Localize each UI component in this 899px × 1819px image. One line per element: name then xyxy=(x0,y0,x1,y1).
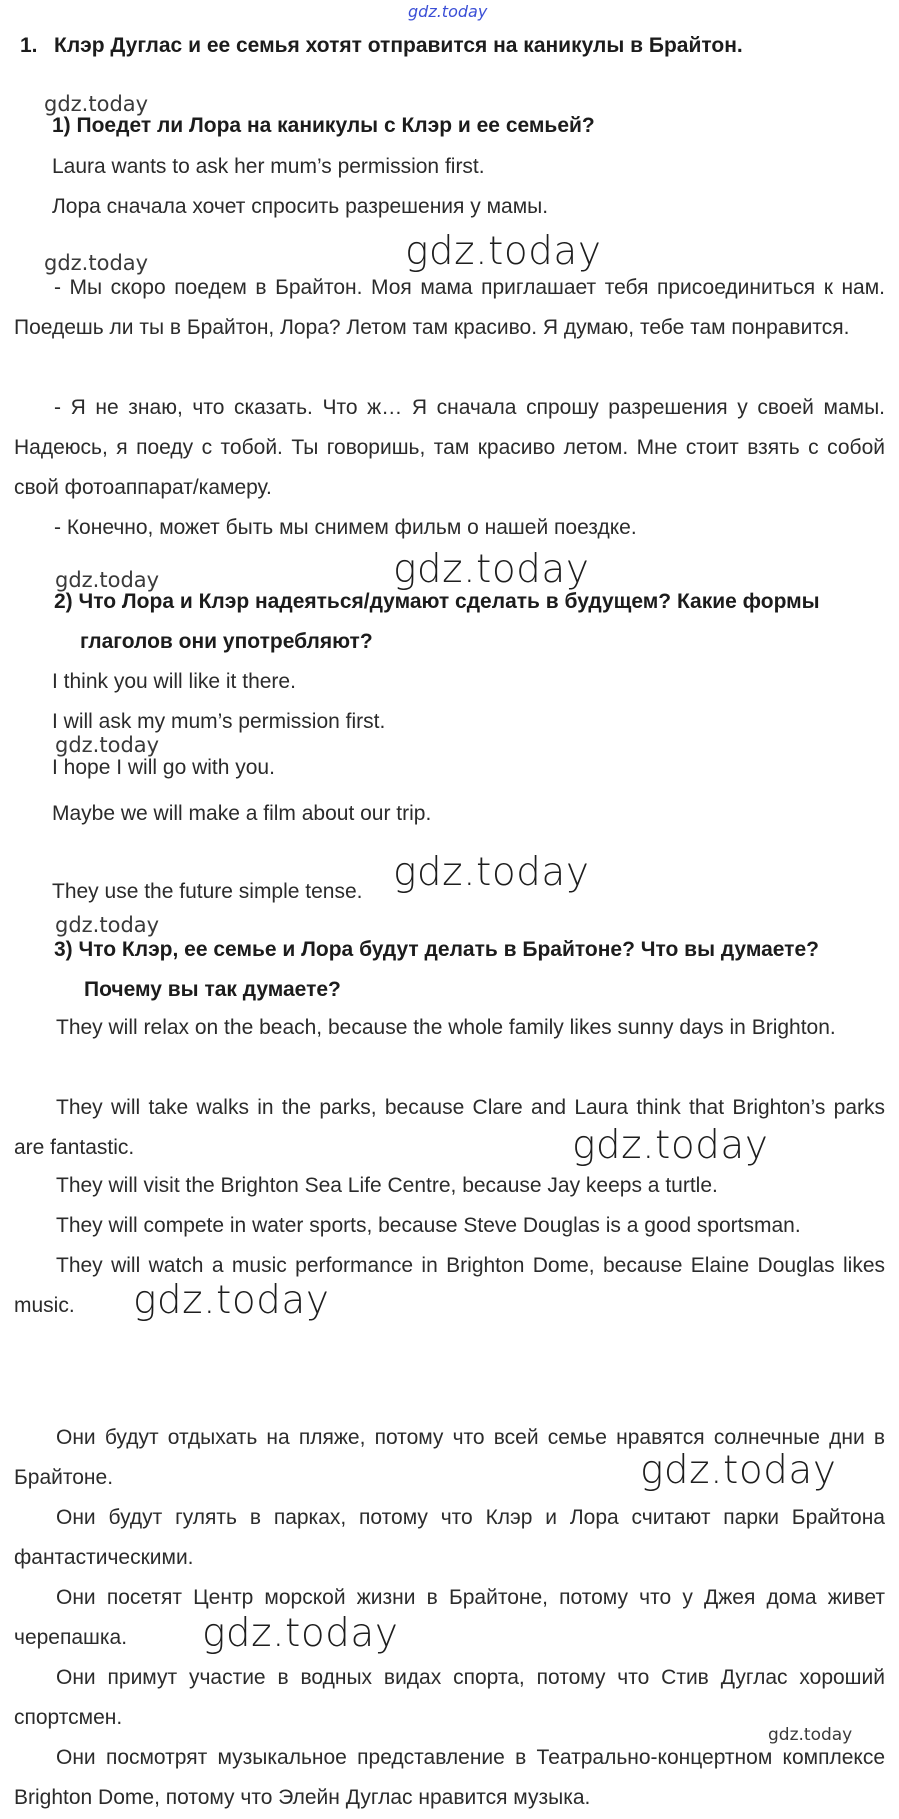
question-1-heading: 1) Поедет ли Лора на каникулы с Клэр и ее семьей? xyxy=(52,114,595,137)
question-3-heading-line-2: Почему вы так думаете? xyxy=(84,978,341,1001)
q3-answer-ru-1: Они будут отдыхать на пляже, потому что всей семье нравятся солнечные дни в Брайтоне. xyxy=(14,1426,885,1489)
watermark: gdz.today xyxy=(640,1448,837,1493)
watermark: gdz.today xyxy=(44,92,149,116)
watermark: gdz.today xyxy=(393,850,590,895)
watermark: gdz.today xyxy=(768,1725,853,1745)
q1-answer-en: Laura wants to ask her mum’s permission first. xyxy=(52,155,485,178)
q1-answer-ru: Лора сначала хочет спросить разрешения у мамы. xyxy=(52,195,549,218)
watermark: gdz.today xyxy=(572,1123,769,1168)
q3-answer-en-4: They will compete in water sports, because Steve Douglas is a good sportsman. xyxy=(56,1214,801,1237)
question-3-heading-line-1: 3) Что Клэр, ее семье и Лора будут делать в Брайтоне? Что вы думаете? xyxy=(54,938,819,961)
question-2-heading-line-2: глаголов они употребляют? xyxy=(80,630,373,653)
q2-example-2: I will ask my mum’s permission first. xyxy=(52,710,386,733)
task-title: Клэр Дуглас и ее семья хотят отправится на каникулы в Брайтон. xyxy=(54,34,743,57)
q3-answer-en-2: They will take walks in the parks, because Clare and Laura think that Brighton’s parks are fantastic. xyxy=(14,1096,885,1159)
watermark: gdz.today xyxy=(202,1611,399,1656)
q3-answer-ru-2: Они будут гулять в парках, потому что Клэр и Лора считают парки Брайтона фантастическими. xyxy=(14,1506,885,1569)
watermark: gdz.today xyxy=(405,229,602,274)
watermark: gdz.today xyxy=(55,913,160,937)
q3-answer-ru-4: Они примут участие в водных видах спорта, потому что Стив Дуглас хороший спортсмен. xyxy=(14,1666,885,1729)
dialogue-line-3: - Конечно, может быть мы снимем фильм о нашей поездке. xyxy=(54,516,637,539)
q3-answer-en-1: They will relax on the beach, because the whole family likes sunny days in Brighton. xyxy=(56,1016,836,1039)
task-number: 1. xyxy=(20,34,38,57)
q3-answer-ru-3: Они посетят Центр морской жизни в Брайтоне, потому что у Джея дома живет черепашка. xyxy=(14,1586,885,1649)
q2-example-1: I think you will like it there. xyxy=(52,670,296,693)
watermark: gdz.today xyxy=(133,1278,330,1323)
q2-example-4: Maybe we will make a film about our trip. xyxy=(52,802,432,825)
q2-example-3: I hope I will go with you. xyxy=(52,756,275,779)
watermark: gdz.today xyxy=(55,733,160,757)
question-2-heading-line-1: 2) Что Лора и Клэр надеяться/думают сделать в будущем? Какие формы xyxy=(54,590,820,613)
watermark: gdz.today xyxy=(55,568,160,592)
dialogue-line-1: - Мы скоро поедем в Брайтон. Моя мама приглашает тебя присоединиться к нам. Поедешь ли ты в Брайтон, Лора? Летом там красиво. Я думаю, тебе там понравится. xyxy=(14,276,885,339)
watermark: gdz.today xyxy=(393,547,590,592)
q3-answer-en-5: They will watch a music performance in Brighton Dome, because Elaine Douglas likes music. xyxy=(14,1254,885,1317)
q3-answer-en-3: They will visit the Brighton Sea Life Centre, because Jay keeps a turtle. xyxy=(56,1174,718,1197)
watermark-top: gdz.today xyxy=(408,2,488,21)
q3-answer-ru-5: Они посмотрят музыкальное представление в Театрально-концертном комплексе Brighton Dome, потому что Элейн Дуглас нравится музыка. xyxy=(14,1746,885,1809)
q2-conclusion: They use the future simple tense. xyxy=(52,880,363,903)
dialogue-line-2: - Я не знаю, что сказать. Что ж… Я сначала спрошу разрешения у своей мамы. Надеюсь, я поеду с тобой. Ты говоришь, там красиво летом. Мне стоит взять с собой свой фотоаппарат/камеру. xyxy=(14,396,885,499)
watermark: gdz.today xyxy=(44,251,149,275)
